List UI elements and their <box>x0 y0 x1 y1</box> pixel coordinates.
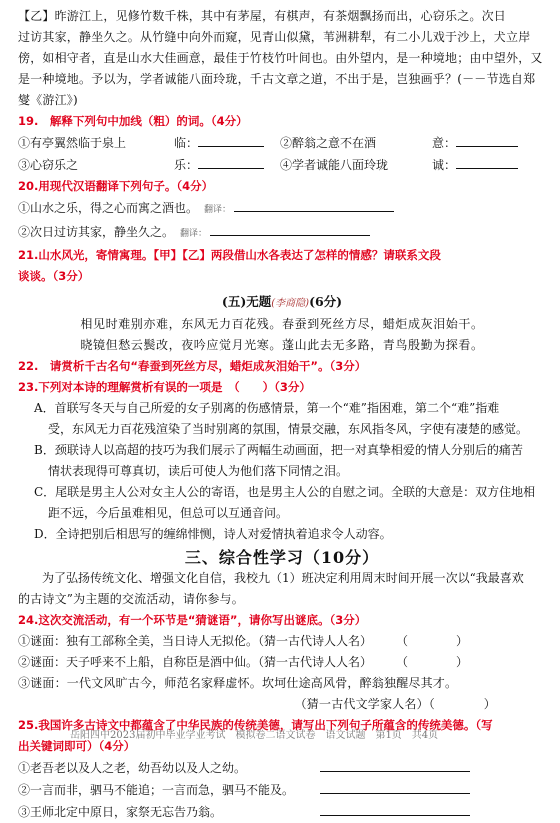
q25-row <box>18 779 546 801</box>
q21-line: 谈谈。（3分） <box>18 269 90 283</box>
q20-row <box>18 197 546 221</box>
q25-item: ②一言而非，驷马不能追；一言而急，驷马不能及。 <box>18 783 295 797</box>
q22-title: 22. 请赏析千古名句“春蚕到死丝方尽，蜡炬成灰泪始干”。（3分） <box>18 359 367 373</box>
page-footer: 岳阳四中2023届初中毕业学业考试 模拟卷二语文试卷 语文试题 第1页 共4页 <box>70 730 439 741</box>
q23-option: B．颈联诗人以高超的技巧为我们展示了两幅生动画面，把一对真挚相爱的情人分别后的痛苦 <box>34 443 523 457</box>
q21-line: 21.山水风光，寄情寓理。【甲】【乙】两段借山水各表达了怎样的情感？请联系文段 <box>18 248 441 262</box>
riddle-answer[interactable]: （ ） <box>396 634 469 648</box>
q23-option: A．首联写冬天与自己所爱的女子别离的伤感情景，第一个“难”指困难，第二个“难”指难 <box>34 401 500 415</box>
answer-blank[interactable] <box>456 154 518 169</box>
answer-blank[interactable] <box>456 132 518 147</box>
q19-row <box>18 154 546 176</box>
passage-line: 傍，如相守者，直是山水大佳画意，最佳于竹枝竹叶间也。由外望内，是一种境地；由中望外，又 <box>18 51 543 65</box>
section-intro: 为了弘扬传统文化、增强文化自信，我校九（1）班决定利用周末时间开展一次以“我最喜欢 <box>42 571 524 585</box>
poem-author: (李商隐) <box>271 298 310 309</box>
riddle-text: ②谜面：天子呼来不上船，自称臣是酒中仙。（猜一古代诗人人名） <box>18 655 373 669</box>
q24-title: 24.这次交流活动，有一个环节是“猜谜语”，请你写出谜底。（3分） <box>18 613 367 627</box>
q25-line: 25.我国许多古诗文中都蕴含了中华民族的传统美德，请写出下列句子所蕴含的传统美德。（写 <box>18 718 493 732</box>
q23-option: 情状表现得可尊真切，读后可使人为他们落下同情之泪。 <box>48 464 349 478</box>
passage-line: 燮《游江》) <box>18 93 78 107</box>
section-title: 三、综合性学习（10分） <box>184 548 380 567</box>
q19-item: ②醉翁之意不在酒 <box>280 136 377 150</box>
answer-blank[interactable] <box>320 757 470 772</box>
q20-sentence: ②次日过访其家，静坐久之。 <box>18 225 175 239</box>
q19-key: 意： <box>432 136 457 150</box>
q19-key: 乐： <box>174 158 199 172</box>
q23-option: C．尾联是男主人公对女主人公的寄语，也是男主人公的自慰之词。全联的大意是：双方住地相 <box>34 485 536 499</box>
poem-points: (6分) <box>309 294 343 309</box>
answer-blank[interactable] <box>320 801 470 816</box>
q19-item: ①有亭翼然临于泉上 <box>18 136 127 150</box>
q19-key: 诚： <box>432 158 457 172</box>
translation-blank[interactable] <box>234 197 394 212</box>
riddle-answer[interactable]: （ ） <box>396 655 469 669</box>
translate-label: 翻译： <box>204 205 232 215</box>
poem-line: 相见时难别亦难，东风无力百花残。春蚕到死丝方尽，蜡炬成灰泪始干。 <box>80 317 484 331</box>
q20-sentence: ①山水之乐，得之心而寓之酒也。 <box>18 201 199 215</box>
exam-page <box>18 6 546 823</box>
answer-blank[interactable] <box>198 154 264 169</box>
q25-row <box>18 757 546 779</box>
section-intro: 的古诗文”为主题的交流活动，请你参与。 <box>18 592 244 606</box>
q25-line: 出关键词即可）（4分） <box>18 739 136 753</box>
answer-blank[interactable] <box>198 132 264 147</box>
answer-blank[interactable] <box>320 779 470 794</box>
riddle-text: ①谜面：独有工部称全美，当日诗人无拟伦。（猜一古代诗人人名） <box>18 634 373 648</box>
q25-row <box>18 801 546 823</box>
passage-line: 过访其家，静坐久之。从竹缝中向外而窥，见青山似黛，苇洲耕犁，有二小儿戏于沙上，犬立岸 <box>18 30 531 44</box>
q24-row <box>18 652 546 673</box>
q19-key: 临： <box>174 136 199 150</box>
q19-item: ④学者诚能八面玲珑 <box>280 158 389 172</box>
passage-line: 是一种境地。予以为，学者诚能八面玲珑，千古文章之道，不出于是，岂独画乎？(－－节选自郑 <box>18 72 536 86</box>
riddle-text: ③谜面：一代文风旷古今，师范名家释虚怀。坎坷仕途高风骨，醉翁独醒尽其才。 <box>18 676 458 690</box>
q19-row <box>18 132 546 154</box>
poem-title-text: (五)无题 <box>221 294 272 309</box>
poem-line: 晓镜但愁云鬓改，夜吟应觉月光寒。蓬山此去无多路，青鸟殷勤为探看。 <box>80 338 484 352</box>
q23-option: 受，东风无力百花残渲染了当时别离的氛围，情景交融，东风指冬风，字使有凄楚的感觉。 <box>48 422 529 436</box>
q19-item: ③心窃乐之 <box>18 158 79 172</box>
q20-row <box>18 221 546 245</box>
q23-title: 23.下列对本诗的理解赏析有误的一项是 （ ）（3分） <box>18 380 311 394</box>
q23-option: 距不远，今后虽难相见，但总可以互通音问。 <box>48 506 289 520</box>
passage-line: 【乙】昨游江上，见修竹数千株，其中有茅屋，有棋声，有茶烟飘扬而出，心窃乐之。次日 <box>18 9 507 23</box>
riddle-answer[interactable]: （猜一古代文学家人名）（ ） <box>294 697 496 711</box>
q25-item: ①老吾老以及人之老，幼吾幼以及人之幼。 <box>18 761 247 775</box>
q20-title: 20.用现代汉语翻译下列句子。（4分） <box>18 179 214 193</box>
poem-title <box>18 291 546 314</box>
q24-row <box>18 631 546 652</box>
translation-blank[interactable] <box>210 221 370 236</box>
q19-title: 19. 解释下列句中加线（粗）的词。（4分） <box>18 114 248 128</box>
q25-item: ③王师北定中原日，家祭无忘告乃翁。 <box>18 805 223 819</box>
q23-option: D．全诗把别后相思写的缠绵悱恻，诗人对爱情执着追求令人动容。 <box>34 527 392 541</box>
translate-label: 翻译： <box>180 229 208 239</box>
